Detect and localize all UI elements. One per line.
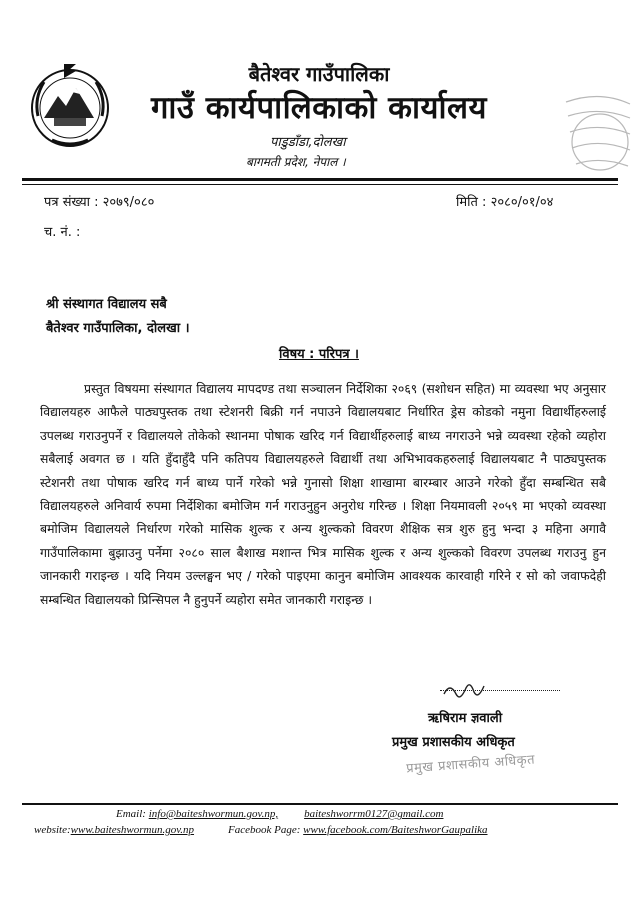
website-link[interactable]: www.baiteshwormun.gov.np [70,824,195,836]
footer-web-line [34,824,488,836]
letter-number: पत्र संख्या : २०७९/०८० [44,195,155,210]
office-province: बागमती प्रदेश, नेपाल । [246,155,346,169]
signatory-title: प्रमुख प्रशासकीय अधिकृत [392,735,515,750]
letter-date: मिति : २०८०/०१/०४ [456,195,554,210]
subject-text: विषय : परिपत्र । [279,347,359,362]
footer-email-line [116,808,443,820]
email-link-gmail[interactable]: baiteshworrm0127@gmail.com [304,808,444,820]
dispatch-number: च. नं. : [44,225,81,240]
recipient-line-1: श्री संस्थागत विद्यालय सबै [46,297,167,312]
recipient-line-2: बैतेश्वर गाउँपालिका, दोलखा । [46,321,190,336]
office-location: पाडुडाँडा,दोलखा [270,135,346,150]
subject-line [0,344,638,362]
email-label: Email: [116,808,146,820]
footer-divider [22,803,618,805]
facebook-link[interactable]: www.facebook.com/BaiteshworGaupalika [303,824,488,836]
email-link-info[interactable]: info@baiteshwormun.gov.np, [148,808,279,820]
website-label: website: [34,824,71,836]
office-name: गाउँ कार्यपालिकाको कार्यालय [150,90,488,126]
handwritten-signature-icon [436,676,536,706]
facebook-label: Facebook Page: [228,824,301,836]
designation-stamp: प्रमुख प्रशासकीय अधिकृत [405,752,536,777]
signature-dotted-line [440,690,560,691]
header-divider [22,178,618,181]
municipality-name: बैतेश्वर गाउँपालिका [248,62,390,86]
signatory-name: ऋषिराम ज्ञवाली [428,711,503,726]
letter-body: प्रस्तुत विषयमा संस्थागत विद्यालय मापदण्ड तथा सञ्चालन निर्देशिका २०६९ (सशोधन सहित) मा व्यवस्था भए अनुसार विद्यालयहरु आफैले पाठ्यपुस्तक तथा स्टेशनरी बिक्री गर्न नपाउने विद्यालयबाट निर्धारित ड्रेस कोडको नमुना विद्यार्थीहरुलाई उपलब्ध गराउनुपर्ने र विद्यालयले तोकेको स्थानमा पोषाक खरिद गर्न विद्यार्थीहरुलाई बाध्य नगराउने भन्ने व्यवस्था रहेको व्यहोरा सबैलाई अवगत छ । यति हुँदाहुँदै पनि कतिपय विद्यालयहरुले विद्यार्थी तथा अभिभावकहरुलाई विद्यालयबाट नै पाठ्यपुस्तक स्टेशनरी तथा पोषाक खरिद गर्न बाध्य पार्ने गरेको भन्ने गुनासो शिक्षा शाखामा बारम्बार आउने गरेको हुँदा सम्बन्धित सबै विद्यालयहरुले अनिवार्य रुपमा निर्देशिका बमोजिम गर्न गराउनुहुन अनुरोध गरिन्छ । शिक्षा नियमावली २०५९ मा भएको व्यवस्था बमोजिम विद्यालयले निर्धारण गरेको मासिक शुल्क र अन्य शुल्कको विवरण शैक्षिक सत्र शुरु हुनु भन्दा ३ महिना अगावै गाउँपालिकामा बुझाउनु पर्नेमा २०८० साल बैशाख मशान्त भित्र मासिक शुल्क र अन्य शुल्कको विवरण उपलब्ध गराउनु हुन जानकारी गराइन्छ । यदि नियम उल्लङ्घन भए / गरेको पाइएमा कानुन बमोजिम आवश्यक कारवाही गरिने र सो को जवाफदेही सम्बन्धित विद्यालयको प्रिन्सिपल नै हुनुपर्ने व्यहोरा समेत जानकारी गराइन्छ । [40,381,606,607]
header-divider-thin [22,184,618,185]
